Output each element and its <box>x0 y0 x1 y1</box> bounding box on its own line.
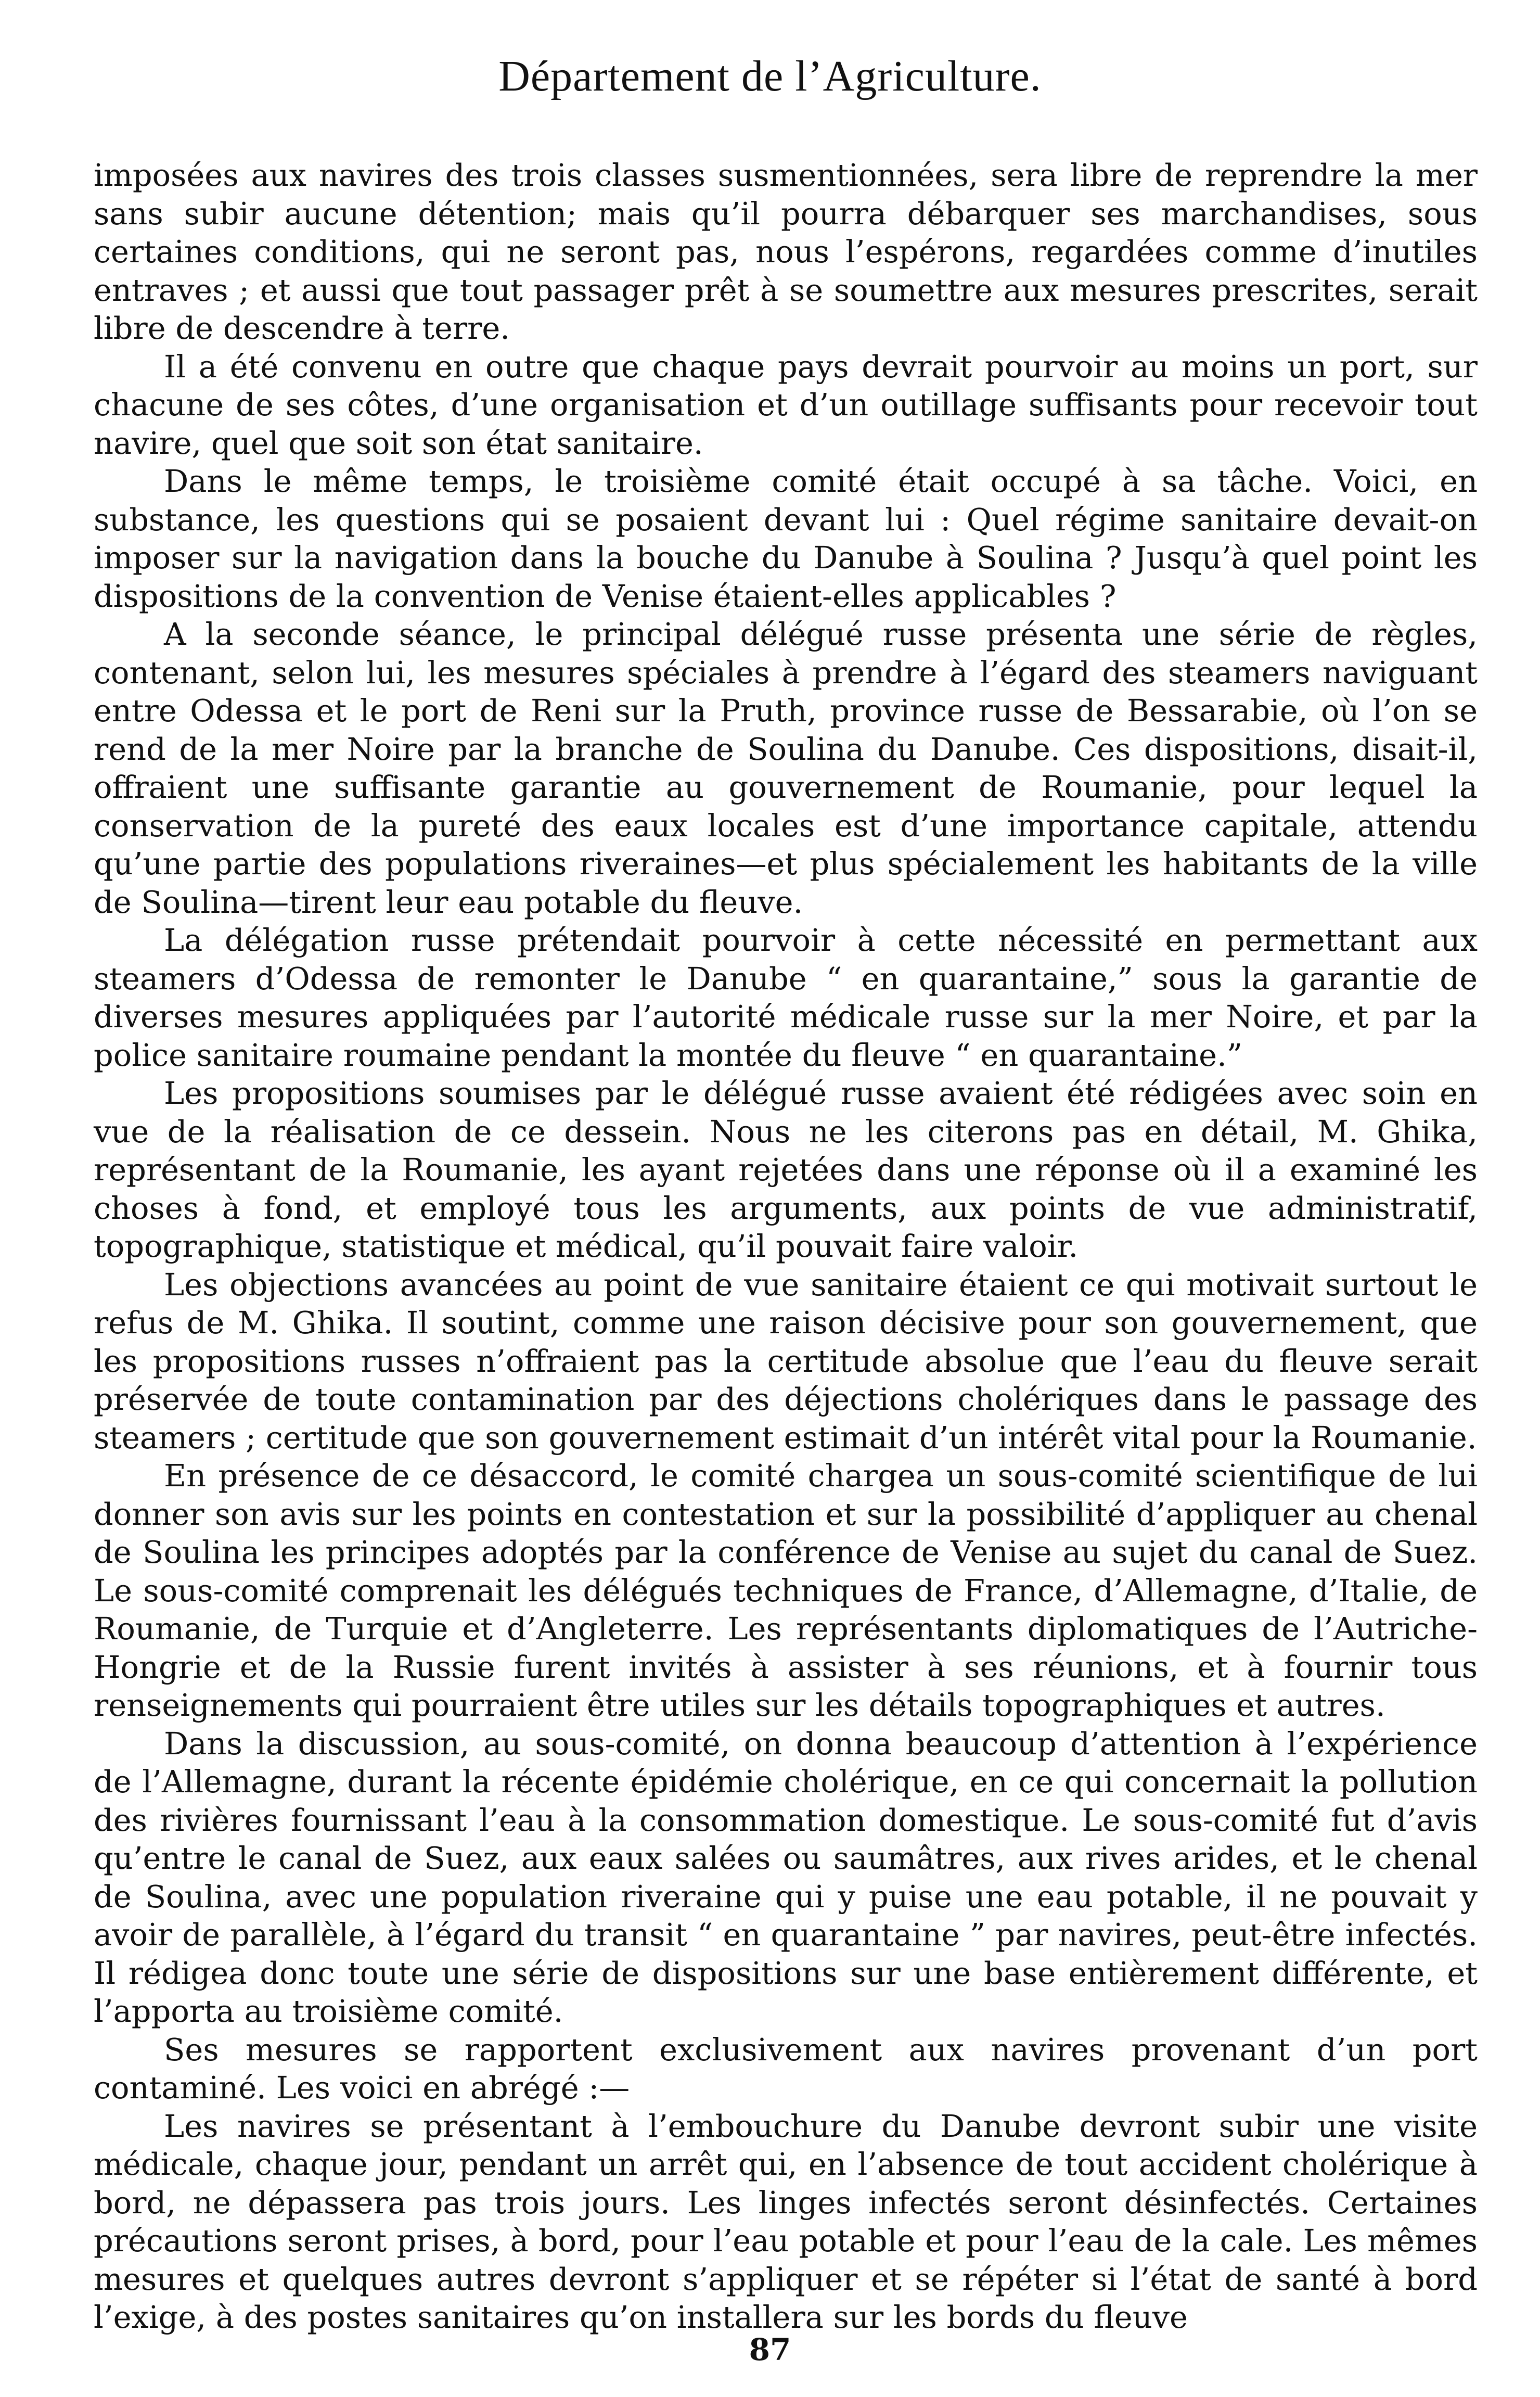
paragraph-4: A la seconde séance, le principal délégué russe présenta une série de règles, contenant, selon lui, les mesures spéciales à prendre à l’égard des steamers naviguant entre Odessa et le port de Reni sur la Pruth, province russe de Bessarabie, où l’on se rend de la mer Noire par la branche de Soulina du Danube. Ces dispositions, disait-il, offraient une suffisante garantie au gouvernement de Roumanie, pour lequel la conservation de la pureté des eaux locales est d’une importance capitale, attendu qu’une partie des populations riveraines—et plus spécialement les habitants de la ville de Soulina—tirent leur eau potable du fleuve. <box>94 616 1478 920</box>
paragraph-6: Les propositions soumises par le délégué russe avaient été rédigées avec soin en vue de la réalisation de ce dessein. Nous ne les citerons pas en détail, M. Ghika, représentant de la Roumanie, les ayant rejetées dans une réponse où il a examiné les choses à fond, et employé tous les arguments, aux points de vue administratif, topographique, statistique et médical, qu’il pouvait faire valoir. <box>94 1075 1478 1264</box>
body-text <box>94 156 1478 2337</box>
paragraph-10: Ses mesures se rapportent exclusivement aux navires provenant d’un port contaminé. Les voici en abrégé :— <box>94 2031 1478 2106</box>
running-head-title: Département de l’Agriculture. <box>498 52 1042 100</box>
paragraph-8: En présence de ce désaccord, le comité chargea un sous-comité scientifique de lui donner son avis sur les points en contestation et sur la possibilité d’appliquer au chenal de Soulina les principes adoptés par la conférence de Venise au sujet du canal de Suez. Le sous-comité comprenait les délégués techniques de France, d’Allemagne, d’Italie, de Roumanie, de Turquie et d’Angleterre. Les représentants diplomatiques de l’Autriche-Hongrie et de la Russie furent invités à assister à ses réunions, et à fournir tous renseignements qui pourraient être utiles sur les détails topographiques et autres. <box>94 1458 1478 1723</box>
paragraph-2: Il a été convenu en outre que chaque pays devrait pourvoir au moins un port, sur chacune de ses côtes, d’une organisation et d’un outillage suffisants pour recevoir tout navire, quel que soit son état sanitaire. <box>94 348 1478 461</box>
page-number: 87 <box>749 2332 791 2367</box>
paragraph-9: Dans la discussion, au sous-comité, on donna beaucoup d’attention à l’expérience de l’Allemagne, durant la récente épidémie cholérique, en ce qui concernait la pollution des rivières fournissant l’eau à la consommation domestique. Le sous-comité fut d’avis qu’entre le canal de Suez, aux eaux salées ou saumâtres, aux rives arides, et le chenal de Soulina, avec une population riveraine qui y puise une eau potable, il ne pouvait y avoir de parallèle, à l’égard du transit “ en quarantaine ” par navires, peut-être infectés. Il rédigea donc toute une série de dispositions sur une base entièrement différente, et l’apporta au troisième comité. <box>94 1725 1478 2029</box>
paragraph-3: Dans le même temps, le troisième comité était occupé à sa tâche. Voici, en substance, les questions qui se posaient devant lui : Quel régime sanitaire devait-on imposer sur la navigation dans la bouche du Danube à Soulina ? Jusqu’à quel point les dispositions de la convention de Venise étaient-elles applicables ? <box>94 463 1478 614</box>
paragraph-11: Les navires se présentant à l’embouchure du Danube devront subir une visite médicale, chaque jour, pendant un arrêt qui, en l’absence de tout accident cholérique à bord, ne dépassera pas trois jours. Les linges infectés seront désinfectés. Certaines précautions seront prises, à bord, pour l’eau potable et pour l’eau de la cale. Les mêmes mesures et quelques autres devront s’appliquer et se répéter si l’état de santé à bord l’exige, à des postes sanitaires qu’on installera sur les bords du fleuve <box>94 2108 1478 2335</box>
paragraph-5: La délégation russe prétendait pourvoir à cette nécessité en permettant aux steamers d’Odessa de remonter le Danube “ en quarantaine,” sous la garantie de diverses mesures appliquées par l’autorité médicale russe sur la mer Noire, et par la police sanitaire roumaine pendant la montée du fleuve “ en quarantaine.” <box>94 922 1478 1073</box>
paragraph-1: imposées aux navires des trois classes susmentionnées, sera libre de reprendre la mer sans subir aucune détention; mais qu’il pourra débarquer ses marchandises, sous certaines conditions, qui ne seront pas, nous l’espérons, regardées comme d’inutiles entraves ; et aussi que tout passager prêt à se soumettre aux mesures prescrites, serait libre de descendre à terre. <box>94 157 1478 346</box>
paragraph-7: Les objections avancées au point de vue sanitaire étaient ce qui motivait surtout le refus de M. Ghika. Il soutint, comme une raison décisive pour son gouvernement, que les propositions russes n’offraient pas la certitude absolue que l’eau du fleuve serait préservée de toute contamination par des déjections cholériques dans le passage des steamers ; certitude que son gouvernement estimait d’un intérêt vital pour la Roumanie. <box>94 1266 1478 1456</box>
